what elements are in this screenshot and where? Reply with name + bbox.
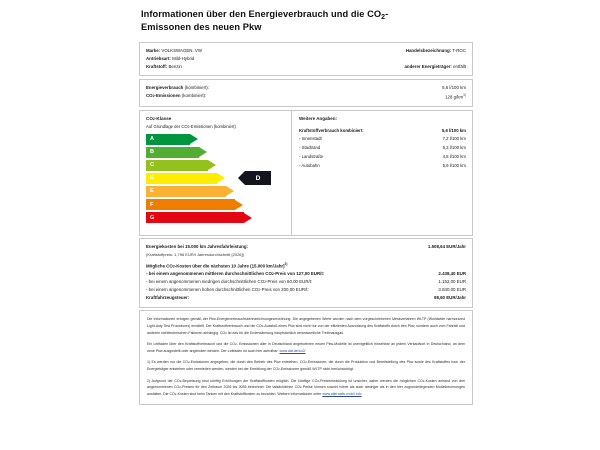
- energy-consumption-value: 5,6 l/100 km: [442, 84, 466, 90]
- page-title-line1-tail: -: [385, 9, 389, 19]
- vehicle-tax-row: [146, 294, 466, 302]
- co2-cost-label-pre: - bei einem angenommenen hohen durchschnittlichen CO: [146, 287, 259, 293]
- legal-p4-b: -Bepreisung sind künftig Erhöhungen der Kraftstoffkosten möglich. Die künftige CO: [181, 378, 318, 383]
- co2-cost-title-pre: Mögliche CO: [146, 263, 173, 269]
- co2-class-marker-letter: D: [255, 174, 261, 182]
- dat-guide-link[interactable]: www.dat.de/co2/: [279, 349, 306, 354]
- energy-consumption-row: [146, 84, 466, 92]
- drive-type-value: Mild-Hybrid: [172, 56, 195, 62]
- legal-p3-sub1: 2: [187, 360, 190, 365]
- co2-class-band-letter-e: E: [150, 188, 154, 195]
- legal-p3-sub2: 2: [305, 360, 307, 365]
- co2-emissions-label-group: [146, 92, 206, 102]
- further-info-value: 5,6 l/100 km: [441, 127, 466, 133]
- legal-p4-sub5: 2: [299, 385, 302, 390]
- co2-cost-label: [146, 286, 309, 294]
- legal-p4-d: -Kosten anhand von drei angenommenen CO: [147, 378, 465, 390]
- co2-cost-label-pre: - bei einem angenommenen niedrigen durchschnittlichen CO: [146, 279, 265, 285]
- co2-class-band-b: [146, 147, 285, 159]
- further-info-value: 5,3 l/100 km: [442, 145, 466, 151]
- further-info-row: [299, 144, 466, 153]
- co2-cost-value: 3.840,00 EUR: [438, 287, 466, 293]
- co2-emissions-label: [146, 93, 181, 98]
- co2-class-band-body-c: [146, 160, 208, 172]
- co2-cost-title-post: -Kosten über die nächsten 10 Jahre (15.000 km/Jahr): [174, 263, 285, 269]
- co2-class-band-letter-d: D: [150, 175, 155, 182]
- energy-cost-label: Energiekosten bei 15.000 km Jahresfahrleistung:: [146, 244, 249, 250]
- legal-paragraph-1: [147, 316, 465, 336]
- co2-class-heading: [146, 116, 285, 121]
- co2-class-band-letter-f: F: [150, 201, 154, 208]
- co2-class-band-chart: [146, 134, 285, 226]
- legal-p3-b: -Emissionen angegeben, die durch den Betrieb des Pkw entstehen. CO: [189, 360, 306, 365]
- co2-class-band-arrow-e: [226, 186, 234, 196]
- further-info-label: Kraftstoffverbrauch kombiniert:: [299, 127, 364, 133]
- co2-cost-row: [146, 270, 466, 278]
- co2-emissions-label-text: CO: [146, 93, 153, 99]
- co2-class-band-e: [146, 186, 285, 198]
- fuel-row: [146, 63, 202, 71]
- document-body: [139, 0, 473, 405]
- co2-class-band-g: [146, 212, 285, 224]
- co2-class-basis-pre: Auf Grundlage der CO: [146, 123, 188, 129]
- co2-class-heading-subscript: 2: [152, 116, 155, 121]
- further-info-row: [299, 153, 466, 162]
- co2-cost-rows: [146, 270, 466, 294]
- co2-class-basis-post: -Emissionen (kombiniert): [189, 123, 236, 129]
- legal-footnote-2: [147, 378, 465, 398]
- legal-p1-sub2: 2: [225, 331, 227, 336]
- legal-p4-g: -Kosten sind beim Tanken mit den Kraftstoffkosten zu bezahlen. Weitere Informationen unter: [176, 392, 322, 397]
- co2-cost-value: 1.152,00 EUR: [438, 279, 466, 285]
- further-info-row: [299, 135, 466, 144]
- legal-p4-sub3: 2: [422, 378, 425, 383]
- energy-consumption-label-group: [146, 84, 209, 92]
- co2-class-band-letter-c: C: [150, 162, 155, 169]
- co2-cost-label-post: -Preis von 127,00 EUR/t:: [273, 271, 325, 277]
- energy-consumption-qualifier: (kombiniert):: [184, 84, 209, 90]
- model-name-row: [404, 47, 466, 55]
- model-name-label: Handelsbezeichnung:: [405, 47, 452, 53]
- consumption-summary-box: [139, 79, 473, 107]
- alternativ-mobil-link[interactable]: www.alternativ-mobil.info: [322, 392, 362, 397]
- legal-p1-a: Die Informationen erfolgen gemäß der Pkw-Energieverbrauchskennzeichnungsverordnung. Die angegebenen Werte wurden nach dem vorgeschriebenen Messverfahren WLTP (Worldwide harmonized Light-duty Test Procedures) ermittelt. Der Kraftstoffverbrauch und die CO: [147, 317, 465, 329]
- further-info-rows: [299, 127, 466, 171]
- vehicle-tax-value: 98,60 EUR/Jahr: [434, 295, 466, 301]
- legal-p4-c: -Preisentwicklung ist unsicher, daher werden die möglichen CO: [318, 378, 423, 383]
- co2-class-band-a: [146, 134, 285, 146]
- legal-paragraph-2: [147, 341, 465, 355]
- co2-cost-value: 2.438,40 EUR: [438, 271, 466, 277]
- legal-p2-sub1: 2: [234, 342, 237, 347]
- further-info-value: 4,8 l/100 km: [442, 153, 466, 159]
- legal-p3-sub3: 2: [278, 367, 280, 372]
- further-info-label: - Landstraße: [299, 153, 324, 159]
- co2-cost-label-pre: - bei einem angenommenen mittleren durchschnittlichen CO: [146, 271, 272, 277]
- co2-cost-row: [146, 278, 466, 286]
- co2-class-heading-tail: -Klasse: [154, 115, 172, 121]
- co2-class-band-arrow-f: [235, 200, 243, 210]
- co2-class-band-body-b: [146, 147, 199, 159]
- co2-cost-title-footnote-marker: 2): [284, 261, 288, 266]
- co2-cost-label: [146, 270, 324, 278]
- co2-cost-label-post: -Preis von 200,00 EUR/t:: [260, 287, 309, 293]
- brand-value: VOLKSWAGEN, VW: [161, 47, 202, 53]
- legal-p1-c: ist das für die Erderwärmung hauptsächlich verantwortliche Treibhausgas.: [226, 331, 344, 336]
- co2-class-band-arrow-d: [217, 173, 225, 183]
- legal-p1-sub1: 2: [261, 324, 264, 329]
- co2-cost-title: [146, 262, 287, 270]
- page-title: [141, 8, 473, 35]
- legal-p1-b: -Ausstoß eines Pkw sind nicht nur von der effizienten Ausnutzung des Kraftstoffs durch den Pkw, sondern auch vom Fahrstil und anderen nichttechnischen Faktoren abhängig. CO: [147, 324, 465, 336]
- legal-p4-sub6: 2: [174, 392, 177, 397]
- legal-p4-sub4: 2: [179, 385, 181, 390]
- co2-class-band-f: [146, 199, 285, 211]
- fuel-value: Benzin: [168, 64, 182, 70]
- further-info-value: 5,9 l/100 km: [442, 162, 466, 168]
- co2-class-heading-text: CO: [146, 115, 153, 121]
- further-info-label: - Stadtrand: [299, 145, 321, 151]
- co2-class-panel: [140, 111, 292, 235]
- co2-class-band-arrow-g: [244, 213, 252, 223]
- legal-footnote-1: [147, 359, 465, 373]
- vehicle-identification-right-column: [404, 47, 466, 71]
- model-name-value: T-ROC: [452, 47, 466, 53]
- brand-label: Marke:: [146, 47, 161, 53]
- co2-cost-row: [146, 286, 466, 294]
- legal-p4-sub2: 2: [317, 378, 319, 383]
- co2-class-band-letter-g: G: [150, 214, 155, 221]
- co2-class-marker-arrow-icon: [238, 171, 245, 185]
- legal-p3-a: 1) Es werden nur die CO: [147, 360, 188, 365]
- co2-class-band-letter-a: A: [150, 136, 155, 143]
- co2-class-and-details-box: [139, 110, 473, 236]
- fuel-label: Kraftstoff:: [146, 64, 168, 70]
- energy-cost-row: [146, 243, 466, 251]
- legal-p4-a: 2) Aufgrund der CO: [147, 378, 180, 383]
- co2-class-band-body-f: [146, 199, 235, 211]
- co2-cost-label-post: -Preis von 60,00 EUR/t:: [266, 279, 313, 285]
- other-energy-carrier-row: [404, 63, 466, 71]
- co2-emissions-footnote-marker: 1): [463, 93, 466, 98]
- co2-emissions-subscript: 2: [152, 94, 155, 99]
- legal-p3-c: -Emissionen, die durch die Produktion und Bereitstellung des Pkw sowie des Kraftstoffes bzw. der Energieträger entstehen oder vermieden werden, werden bei der Ermittlung der CO: [147, 360, 465, 372]
- legal-p4-f: -Preise können sowohl höher als auch niedriger als in den hier zugrundeliegenden Modellrechnungen ausfallen. Die CO: [147, 385, 465, 397]
- co2-emissions-row: [146, 92, 466, 102]
- legal-p2-a: Ein Leitfaden über den Kraftstoffverbrauch und die CO: [147, 342, 235, 347]
- vehicle-identification-left-column: [146, 47, 202, 71]
- energy-cost-value: 1.508,64 EUR/Jahr: [427, 244, 466, 250]
- legal-p4-sub1: 2: [179, 378, 182, 383]
- co2-class-band-arrow-b: [199, 147, 207, 157]
- co2-class-band-body-g: [146, 212, 244, 224]
- page-title-line1: Informationen über den Energieverbrauch und die CO: [141, 9, 382, 19]
- other-energy-carrier-label: anderer Energieträger:: [404, 64, 452, 70]
- further-info-panel: [292, 111, 472, 235]
- fuel-price-note: (Kraftstoffpreis: 1,796 EUR/l Jahresdurchschnitt [2026]): [146, 251, 244, 257]
- further-info-title: Weitere Angaben:: [299, 115, 338, 121]
- identification-spacer: [404, 55, 466, 63]
- legal-disclaimer-box: [139, 310, 473, 404]
- co2-class-band-body-e: [146, 186, 226, 198]
- co2-class-band-letter-b: B: [150, 149, 155, 156]
- co2-emissions-qualifier: (kombiniert):: [181, 93, 207, 99]
- vehicle-identification-box: [139, 42, 473, 76]
- co2-emissions-label-tail: -Emissionen: [154, 93, 181, 99]
- legal-p4-e: -Preisen für den Zeitraum 2026 bis 2035 berechnet. Die tatsächlichen CO: [180, 385, 300, 390]
- drive-type-label: Antriebsart:: [146, 56, 171, 62]
- co2-class-band-arrow-c: [208, 160, 216, 170]
- further-info-row: [299, 162, 466, 171]
- further-info-value: 7,2 l/100 km: [442, 136, 466, 142]
- co2-class-band-c: [146, 160, 285, 172]
- co2-class-band-body-a: [146, 134, 190, 146]
- co2-cost-label-subscript: 2: [258, 288, 261, 293]
- co2-emissions-value-group: [445, 92, 466, 102]
- page-title-co2-subscript: 2: [381, 13, 386, 21]
- legal-p2-b: - Emissaonen aller in Deutschland angebotenen neuen Pkw-Modelle ist unentgeltlich einsehbar an jedem Verkaufsort in Deutschland, an dem neue Pkw ausgestellt oder angeboten werden. Der Leitfaden ist auch hier aufrufbar:: [147, 342, 465, 354]
- costs-box: [139, 238, 473, 308]
- co2-class-selected-marker: [238, 171, 271, 185]
- co2-cost-label-subscript: 2: [264, 280, 267, 285]
- energy-consumption-label: Energieverbrauch: [146, 84, 184, 90]
- co2-class-marker-body: [245, 171, 271, 185]
- page-title-line2: Emissonen des neuen Pkw: [141, 22, 262, 33]
- co2-class-basis-text: [146, 124, 285, 129]
- co2-class-band-arrow-a: [190, 134, 198, 144]
- co2-emissions-value: 128 g/km: [445, 94, 464, 100]
- co2-cost-title-row: [146, 262, 466, 270]
- co2-cost-label-subscript: 2: [271, 272, 274, 277]
- drive-type-row: [146, 55, 202, 63]
- co2-cost-label: [146, 278, 312, 286]
- co2-class-band-body-d: [146, 173, 217, 185]
- further-info-label: - Innenstadt: [299, 136, 322, 142]
- co2-cost-title-subscript: 2: [172, 264, 175, 269]
- legal-p3-d: -Emissionen gemäß WLTP nicht berücksichtigt.: [279, 367, 354, 372]
- co2-class-basis-subscript: 2: [187, 124, 190, 129]
- further-info-label: - Autobahn: [299, 162, 320, 168]
- brand-row: [146, 47, 202, 55]
- vehicle-tax-label: Kraftfahrzeugsteuer:: [146, 295, 190, 301]
- further-info-row: [299, 127, 466, 136]
- other-energy-carrier-value: entfällt: [453, 64, 466, 70]
